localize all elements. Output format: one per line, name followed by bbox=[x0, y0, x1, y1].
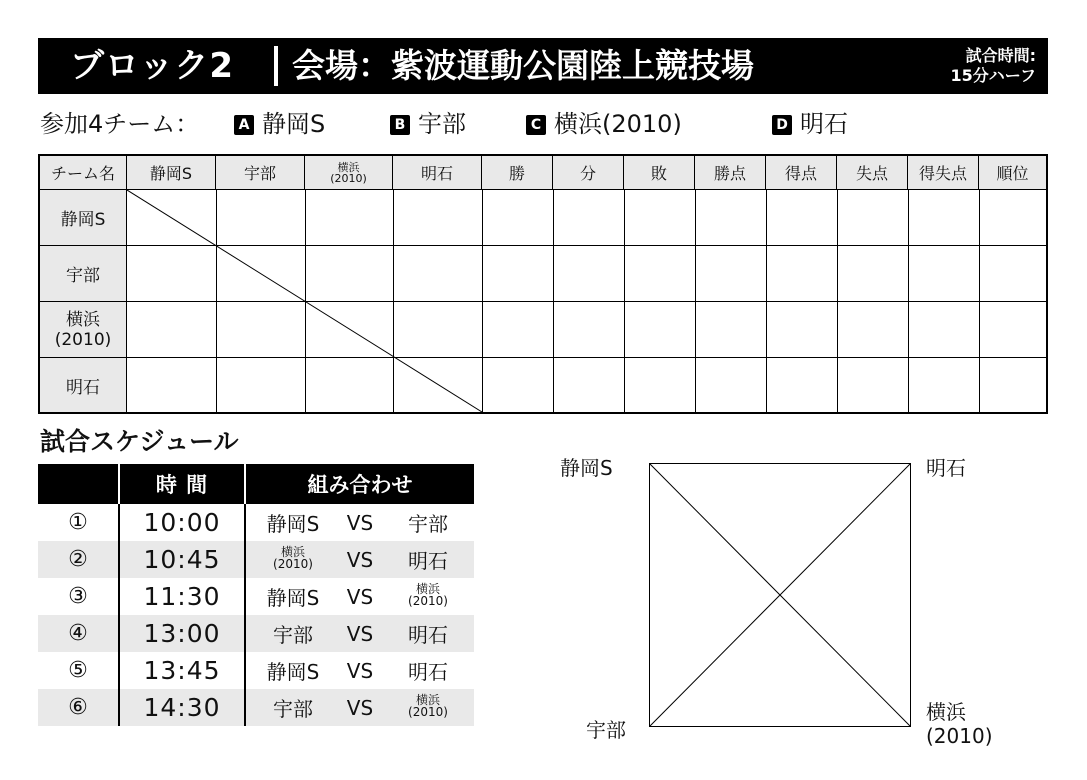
schedule-table bbox=[38, 464, 474, 726]
col-header-yokohama-line2: (2010) bbox=[330, 171, 367, 185]
match-number: ① bbox=[68, 510, 88, 535]
away-team-line1: 横浜 bbox=[415, 582, 440, 596]
col-header-losses: 敗 bbox=[624, 156, 695, 190]
schedule-header-no bbox=[38, 464, 118, 504]
team-name: 明石 bbox=[800, 110, 848, 138]
schedule-header-row bbox=[38, 464, 474, 504]
diagram-label-akashi: 明石 bbox=[926, 456, 966, 480]
match-duration-label: 試合時間: bbox=[965, 46, 1036, 65]
match-diagram bbox=[649, 463, 911, 727]
team-letter-badge: A bbox=[234, 115, 254, 135]
schedule-header-time: 時 間 bbox=[118, 464, 244, 504]
team-a bbox=[234, 106, 325, 142]
col-header-goal-diff: 得失点 bbox=[908, 156, 979, 190]
col-header-rank: 順位 bbox=[979, 156, 1046, 190]
team-c bbox=[526, 106, 682, 142]
row-header-akashi: 明石 bbox=[40, 358, 127, 412]
away-team-line2: (2010) bbox=[408, 705, 448, 719]
match-duration-value: 15分ハーフ bbox=[950, 66, 1036, 85]
header-bar bbox=[38, 38, 1048, 94]
diagram-label-yokohama-line1: 横浜 bbox=[926, 700, 966, 724]
row-header-shizuoka: 静岡S bbox=[40, 190, 127, 246]
header-divider bbox=[274, 46, 278, 86]
team-d bbox=[772, 106, 848, 142]
schedule-row bbox=[38, 652, 474, 689]
match-pairing bbox=[244, 541, 474, 578]
home-team: 静岡S bbox=[266, 660, 320, 684]
col-header-shizuoka: 静岡S bbox=[127, 156, 216, 190]
diagram-label-ube: 宇部 bbox=[586, 718, 626, 742]
away-team: 明石 bbox=[408, 623, 448, 647]
schedule-row bbox=[38, 689, 474, 726]
away-team-line2: (2010) bbox=[408, 594, 448, 608]
row-header-yokohama-line2: (2010) bbox=[54, 329, 112, 350]
col-header-points: 勝点 bbox=[695, 156, 766, 190]
match-pairing bbox=[244, 504, 474, 541]
col-header-team: チーム名 bbox=[40, 156, 127, 190]
row-header-ube: 宇部 bbox=[40, 246, 127, 302]
match-duration bbox=[951, 46, 1036, 86]
match-time: 11:30 bbox=[118, 578, 244, 615]
match-number: ⑥ bbox=[68, 695, 88, 720]
away-team: 宇部 bbox=[408, 512, 448, 536]
venue-title: 会場：紫波運動公園陸上競技場 bbox=[292, 46, 754, 85]
team-name: 横浜(2010) bbox=[554, 110, 682, 138]
match-pairing bbox=[244, 652, 474, 689]
match-time: 10:45 bbox=[118, 541, 244, 578]
away-team-line1: 横浜 bbox=[415, 693, 440, 707]
row-header-yokohama bbox=[40, 302, 127, 358]
row-header-yokohama-line1: 横浜 bbox=[66, 309, 100, 330]
team-letter-badge: D bbox=[772, 115, 792, 135]
result-grid bbox=[127, 190, 1046, 412]
match-number: ③ bbox=[68, 584, 88, 609]
home-team: 静岡S bbox=[266, 586, 320, 610]
match-time: 13:00 bbox=[118, 615, 244, 652]
schedule-row bbox=[38, 504, 474, 541]
match-number: ⑤ bbox=[68, 658, 88, 683]
team-name: 静岡S bbox=[262, 110, 326, 138]
team-b bbox=[390, 106, 466, 142]
match-pairing bbox=[244, 689, 474, 726]
match-number: ④ bbox=[68, 621, 88, 646]
match-time: 13:45 bbox=[118, 652, 244, 689]
vs-label: VS bbox=[346, 547, 374, 572]
match-time: 10:00 bbox=[118, 504, 244, 541]
vs-label: VS bbox=[346, 621, 374, 646]
schedule-row bbox=[38, 578, 474, 615]
team-name: 宇部 bbox=[418, 110, 466, 138]
away-team bbox=[384, 694, 472, 721]
col-header-draws: 分 bbox=[553, 156, 624, 190]
diagram-label-yokohama bbox=[926, 700, 993, 748]
match-pairing bbox=[244, 578, 474, 615]
match-pairing bbox=[244, 615, 474, 652]
home-team bbox=[250, 546, 336, 573]
schedule-row bbox=[38, 615, 474, 652]
match-number: ② bbox=[68, 547, 88, 572]
col-header-ube: 宇部 bbox=[216, 156, 305, 190]
col-header-wins: 勝 bbox=[482, 156, 553, 190]
vs-label: VS bbox=[346, 584, 374, 609]
participating-teams bbox=[38, 106, 1048, 142]
diagram-label-yokohama-line2: (2010) bbox=[926, 724, 993, 748]
col-header-yokohama-line1: 横浜 bbox=[337, 160, 360, 174]
league-table bbox=[38, 154, 1048, 414]
team-letter-badge: B bbox=[390, 115, 410, 135]
home-team: 静岡S bbox=[266, 512, 320, 536]
home-team: 宇部 bbox=[273, 623, 313, 647]
block-title: ブロック2 bbox=[70, 46, 234, 86]
col-header-goals-against: 失点 bbox=[837, 156, 908, 190]
home-team: 宇部 bbox=[273, 697, 313, 721]
team-letter-badge: C bbox=[526, 115, 546, 135]
away-team: 明石 bbox=[408, 660, 448, 684]
home-team-line2: (2010) bbox=[273, 557, 313, 571]
vs-label: VS bbox=[346, 695, 374, 720]
home-team-line1: 横浜 bbox=[280, 545, 305, 559]
diagram-label-shizuoka: 静岡S bbox=[560, 456, 613, 480]
schedule-row bbox=[38, 541, 474, 578]
col-header-goals-for: 得点 bbox=[766, 156, 837, 190]
match-time: 14:30 bbox=[118, 689, 244, 726]
col-header-yokohama bbox=[305, 156, 393, 190]
col-header-akashi: 明石 bbox=[393, 156, 482, 190]
vs-label: VS bbox=[346, 510, 374, 535]
schedule-title: 試合スケジュール bbox=[40, 427, 239, 456]
vs-label: VS bbox=[346, 658, 374, 683]
away-team bbox=[384, 583, 472, 610]
participating-teams-label: 参加4チーム： bbox=[40, 110, 200, 138]
schedule-header-match: 組み合わせ bbox=[244, 464, 474, 504]
away-team: 明石 bbox=[408, 549, 448, 573]
